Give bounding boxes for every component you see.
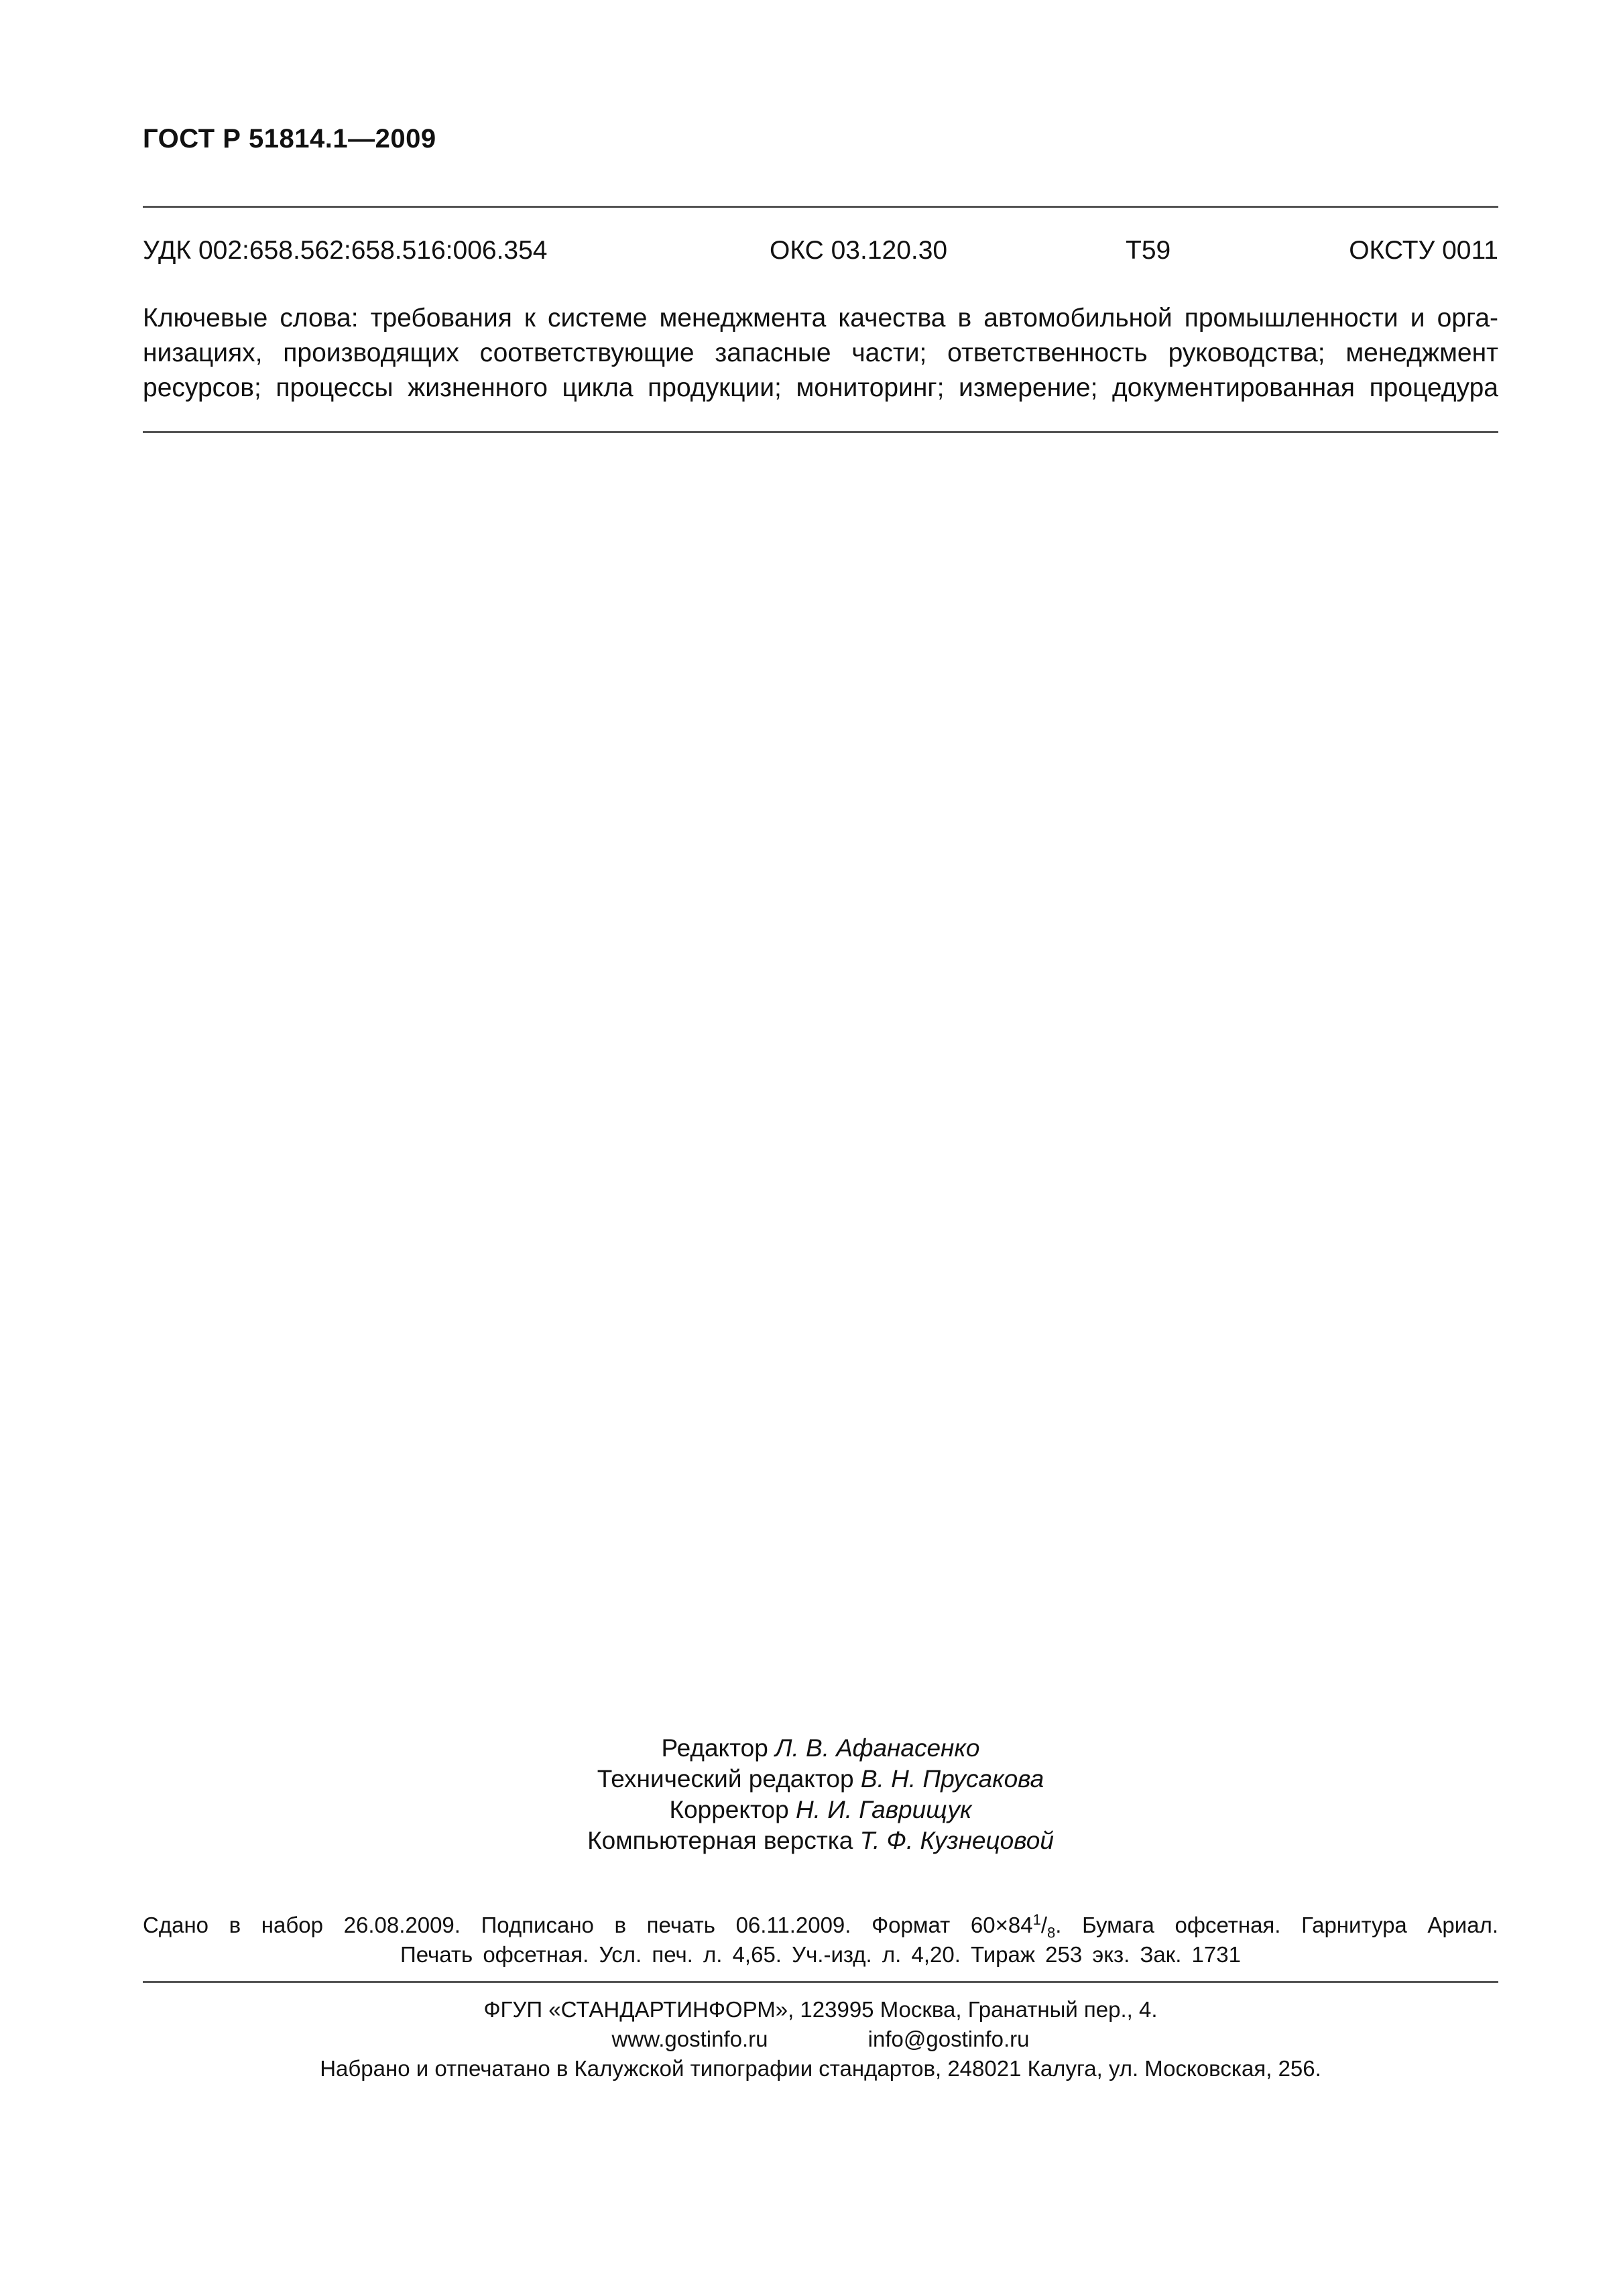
credit-line [143,1764,1498,1795]
credit-role: Компьютерная верстка [587,1827,853,1854]
email-link[interactable]: info@gostinfo.ru [867,2027,1030,2051]
credit-line [143,1733,1498,1764]
standard-code-header: ГОСТ Р 51814.1—2009 [143,124,436,154]
credit-name: Н. И. Гаврищук [795,1796,972,1823]
top-divider [143,206,1498,208]
credit-role: Технический редактор [597,1765,854,1793]
keywords-line: низациях, производящих соответствующие запасные части; ответственность руководства; менеджмент [143,339,1498,367]
website-link[interactable]: www.gostinfo.ru [611,2027,768,2051]
printing-house-info: Набрано и отпечатано в Калужской типографии стандартов, 248021 Калуга, ул. Московская, 256. [320,2056,1321,2081]
credit-line [143,1795,1498,1825]
keywords-paragraph [143,301,1498,406]
imprint-text: Сдано в набор 26.08.2009. Подписано в печать 06.11.2009. Формат 60×84 [143,1913,1033,1937]
publisher-info [143,1995,1498,2083]
imprint-line [143,1911,1498,1940]
oks-code: ОКС 03.120.30 [770,236,948,265]
imprint-line: Печать офсетная. Усл. печ. л. 4,65. Уч.-изд. л. 4,20. Тираж 253 экз. Зак. 1731 [400,1942,1241,1967]
credit-role: Корректор [669,1796,789,1823]
imprint-divider [143,1981,1498,1983]
keywords-line: ресурсов; процессы жизненного цикла продукции; мониторинг; измерение; документированная процедура [143,373,1498,402]
credit-name: В. Н. Прусакова [860,1765,1044,1793]
classification-row [143,236,1498,269]
editorial-credits [143,1733,1498,1856]
credit-role: Редактор [661,1734,768,1762]
credit-line [143,1825,1498,1856]
format-fraction-denominator: 8 [1047,1924,1056,1941]
credit-name: Л. В. Афанасенко [775,1734,980,1762]
imprint-text: . Бумага офсетная. Гарнитура Ариал. [1055,1913,1498,1937]
keywords-divider [143,431,1498,433]
credit-name: Т. Ф. Кузнецовой [859,1827,1054,1854]
publisher-address: ФГУП «СТАНДАРТИНФОРМ», 123995 Москва, Гранатный пер., 4. [483,1997,1158,2022]
publisher-contacts [143,2025,1498,2054]
keywords-line: Ключевые слова: требования к системе менеджмента качества в автомобильной промышленности и орга- [143,304,1498,333]
format-fraction-slash: / [1040,1913,1048,1937]
print-imprint [143,1911,1498,1970]
udk-code: УДК 002:658.562:658.516:006.354 [143,236,548,265]
okstu-code: ОКСТУ 0011 [1349,236,1498,265]
group-code: Т59 [1126,236,1171,265]
format-fraction-numerator: 1 [1032,1911,1041,1928]
